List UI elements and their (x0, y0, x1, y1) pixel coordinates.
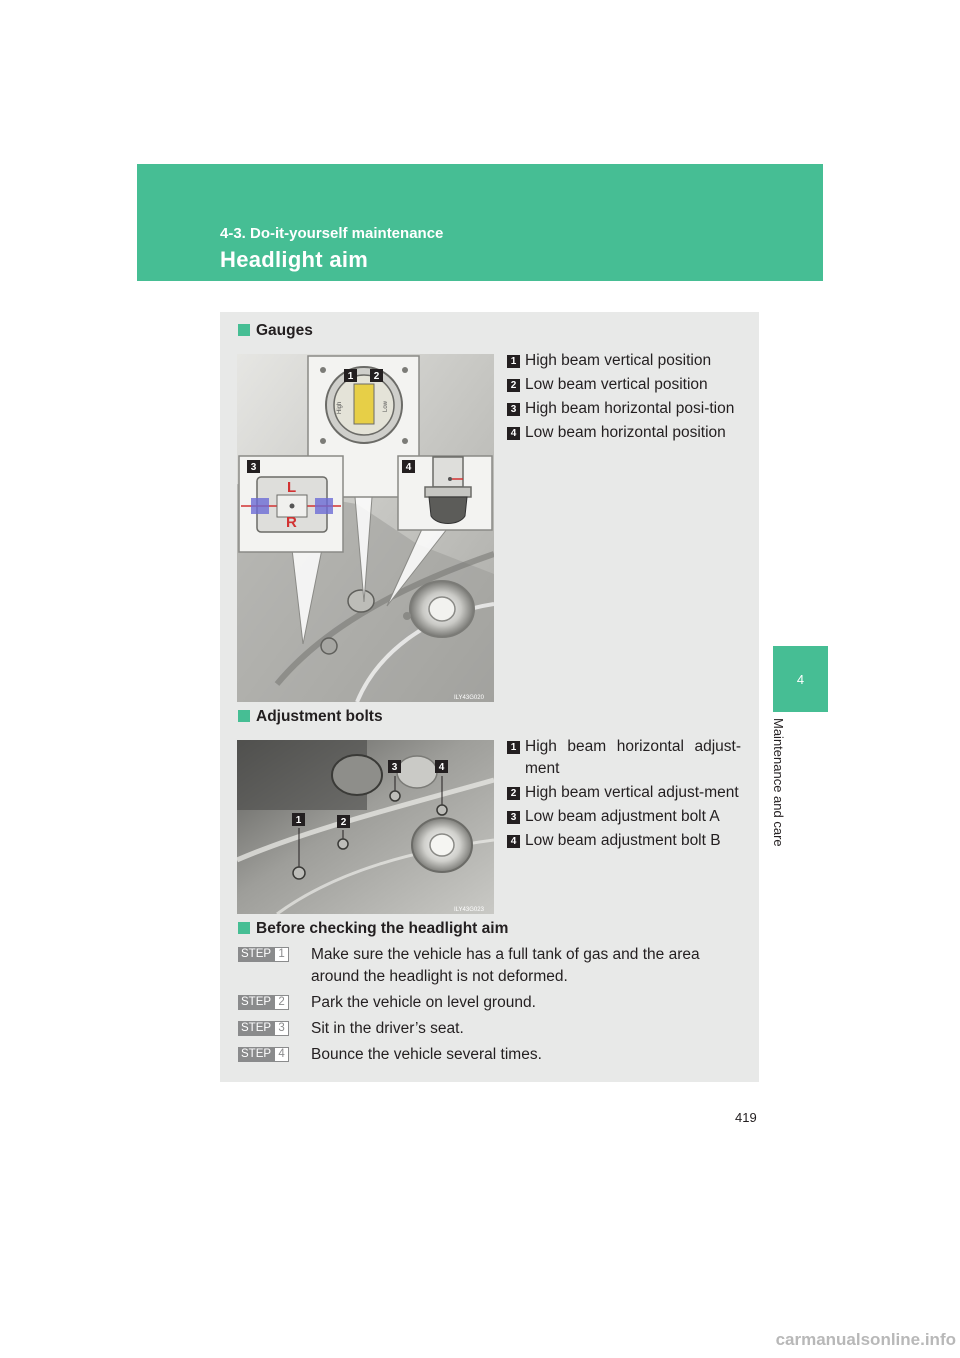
watermark[interactable]: carmanualsonline.info (775, 1330, 956, 1349)
before-heading: Before checking the headlight aim (238, 920, 508, 938)
legend-item: 1 High beam vertical position (507, 350, 741, 372)
step-badge: STEP 4 (238, 1047, 289, 1062)
bolt-callout-1: 1 (295, 815, 302, 826)
gauges-illustration (237, 354, 494, 702)
content-panel (220, 312, 759, 1082)
callout-4: 4 (405, 462, 412, 473)
legend-item: 2 Low beam vertical position (507, 374, 741, 396)
square-bullet-icon (238, 324, 250, 336)
gauges-legend (507, 350, 741, 446)
bolt-callout-4: 4 (438, 762, 445, 773)
square-bullet-icon (238, 710, 250, 722)
page-title: Headlight aim (220, 247, 369, 272)
bolt-callout-2: 2 (340, 817, 347, 828)
svg-text:Low: Low (383, 400, 389, 412)
step-item: STEP 4 Bounce the vehicle several times. (238, 1044, 743, 1066)
callout-2: 2 (373, 371, 380, 382)
legend-item: 1 High beam horizontal adjust-ment (507, 736, 741, 780)
gauge-letter-l: L (287, 479, 297, 496)
chapter-tab[interactable] (773, 646, 828, 712)
page-number: 419 (735, 1110, 757, 1125)
section-label: 4-3. Do-it-yourself maintenance (220, 225, 444, 242)
chapter-label-text: Maintenance and care (771, 718, 786, 847)
gauges-heading: Gauges (238, 322, 313, 340)
figure-code: ILY43G023 (454, 907, 484, 913)
step-item: STEP 2 Park the vehicle on level ground. (238, 992, 743, 1014)
header-bar (137, 164, 823, 281)
step-badge: STEP 1 (238, 947, 289, 962)
chapter-label (771, 718, 789, 868)
step-item: STEP 1 Make sure the vehicle has a full tank of gas and the area around the headlight is not deformed. (238, 944, 743, 988)
step-item: STEP 3 Sit in the driver’s seat. (238, 1018, 743, 1040)
legend-item: 4 Low beam adjustment bolt B (507, 830, 741, 852)
legend-item: 2 High beam vertical adjust-ment (507, 782, 741, 804)
bolts-legend (507, 736, 741, 854)
square-bullet-icon (238, 922, 250, 934)
gauge-letter-r: R (286, 514, 297, 531)
bolts-figure (237, 740, 494, 914)
legend-item: 4 Low beam horizontal position (507, 422, 741, 444)
svg-text:High: High (337, 401, 343, 414)
bolts-heading: Adjustment bolts (238, 708, 383, 726)
figure-code: ILY43G020 (454, 695, 484, 701)
bolts-illustration (237, 740, 494, 914)
callout-3: 3 (250, 462, 257, 473)
legend-item: 3 High beam horizontal posi-tion (507, 398, 741, 420)
callout-1: 1 (347, 371, 354, 382)
bolt-callout-3: 3 (391, 762, 398, 773)
legend-item: 3 Low beam adjustment bolt A (507, 806, 741, 828)
step-badge: STEP 3 (238, 1021, 289, 1036)
steps-list (238, 944, 743, 1070)
step-badge: STEP 2 (238, 995, 289, 1010)
gauges-figure (237, 354, 494, 702)
chapter-number: 4 (796, 672, 805, 687)
